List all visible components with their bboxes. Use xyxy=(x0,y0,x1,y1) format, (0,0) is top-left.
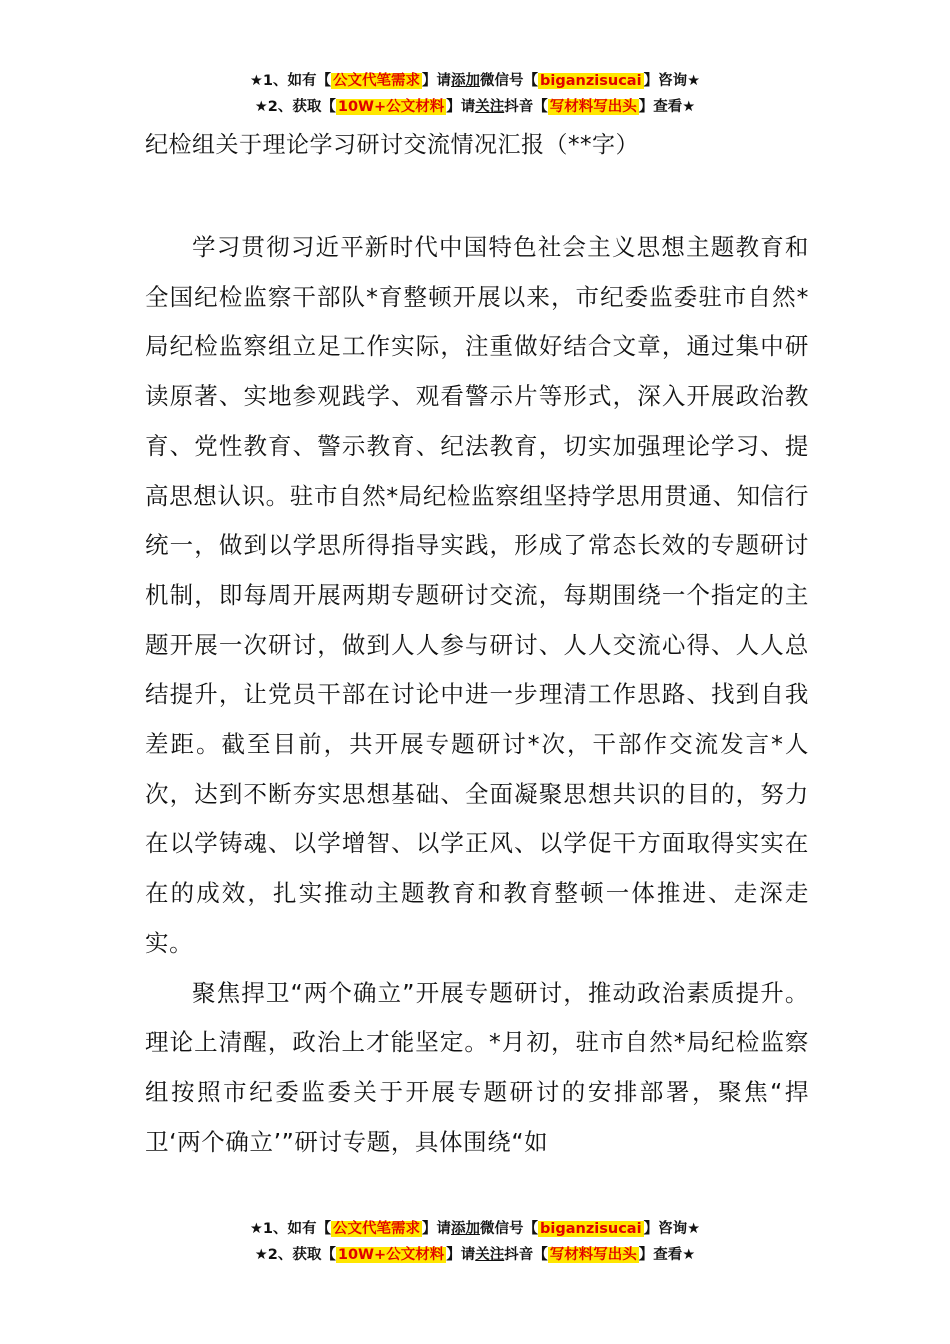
document-body xyxy=(145,223,809,1167)
star-icon: ★ xyxy=(254,99,268,115)
star-icon: ★ xyxy=(682,1247,696,1263)
banner-text: 】请 xyxy=(446,1247,476,1263)
banner-text: 2、获取【 xyxy=(267,99,336,115)
banner-text: 】查看 xyxy=(638,99,683,115)
banner-text: 抖音【 xyxy=(504,1247,548,1263)
banner-text: 抖音【 xyxy=(504,99,548,115)
underlined-text: 添加 xyxy=(451,1221,481,1237)
banner-text: 】咨询 xyxy=(643,73,688,89)
underlined-text: 添加 xyxy=(451,73,481,89)
banner-text: 2、获取【 xyxy=(267,1247,336,1263)
banner-text: 】请 xyxy=(422,1221,452,1237)
highlight-materials: 10W+公文材料 xyxy=(337,99,445,115)
banner-text: 1、如有【 xyxy=(262,1221,332,1237)
underlined-text: 关注 xyxy=(475,99,505,115)
highlight-douyin-account: 写材料写出头 xyxy=(549,1247,637,1263)
highlight-wechat-id: biganzisucai xyxy=(540,73,642,89)
banner-line-2 xyxy=(0,1242,950,1268)
star-icon: ★ xyxy=(687,1221,701,1237)
highlight-wechat-id: biganzisucai xyxy=(540,1221,642,1237)
highlight-service: 公文代笔需求 xyxy=(333,1221,421,1237)
highlight-service: 公文代笔需求 xyxy=(333,73,421,89)
star-icon: ★ xyxy=(682,99,696,115)
banner-text: 】请 xyxy=(446,99,476,115)
bottom-banner xyxy=(0,1216,950,1268)
document-title: 纪检组关于理论学习研讨交流情况汇报（**字） xyxy=(145,132,639,158)
banner-text: 1、如有【 xyxy=(262,73,332,89)
banner-text: 微信号【 xyxy=(480,73,539,89)
banner-line-2 xyxy=(0,94,950,120)
star-icon: ★ xyxy=(687,73,701,89)
banner-line-1 xyxy=(0,68,950,94)
underlined-text: 关注 xyxy=(475,1247,505,1263)
banner-text: 微信号【 xyxy=(480,1221,539,1237)
banner-text: 】查看 xyxy=(638,1247,683,1263)
star-icon: ★ xyxy=(249,73,263,89)
banner-text: 】咨询 xyxy=(643,1221,688,1237)
banner-line-1 xyxy=(0,1216,950,1242)
banner-text: 】请 xyxy=(422,73,452,89)
paragraph: 学习贯彻习近平新时代中国特色社会主义思想主题教育和全国纪检监察干部队*育整顿开展以来，市纪委监委驻市自然*局纪检监察组立足工作实际，注重做好结合文章，通过集中研读原著、实地参观践学、观看警示片等形式，深入开展政治教育、党性教育、警示教育、纪法教育，切实加强理论学习、提高思想认识。驻市自然*局纪检监察组坚持学思用贯通、知信行统一，做到以学思所得指导实践，形成了常态长效的专题研讨机制，即每周开展两期专题研讨交流，每期围绕一个指定的主题开展一次研讨，做到人人参与研讨、人人交流心得、人人总结提升，让党员干部在讨论中进一步理清工作思路、找到自我差距。截至目前，共开展专题研讨*次，干部作交流发言*人次，达到不断夯实思想基础、全面凝聚思想共识的目的，努力在以学铸魂、以学增智、以学正风、以学促干方面取得实实在在的成效，扎实推动主题教育和教育整顿一体推进、走深走实。 xyxy=(145,233,809,957)
highlight-douyin-account: 写材料写出头 xyxy=(549,99,637,115)
star-icon: ★ xyxy=(249,1221,263,1237)
top-banner xyxy=(0,68,950,120)
highlight-materials: 10W+公文材料 xyxy=(337,1247,445,1263)
star-icon: ★ xyxy=(254,1247,268,1263)
paragraph: 聚焦捍卫“两个确立”开展专题研讨，推动政治素质提升。理论上清醒，政治上才能坚定。*月初，驻市自然*局纪检监察组按照市纪委监委关于开展专题研讨的安排部署，聚焦“捍卫‘两个确立’”研讨专题，具体围绕“如 xyxy=(145,978,809,1156)
